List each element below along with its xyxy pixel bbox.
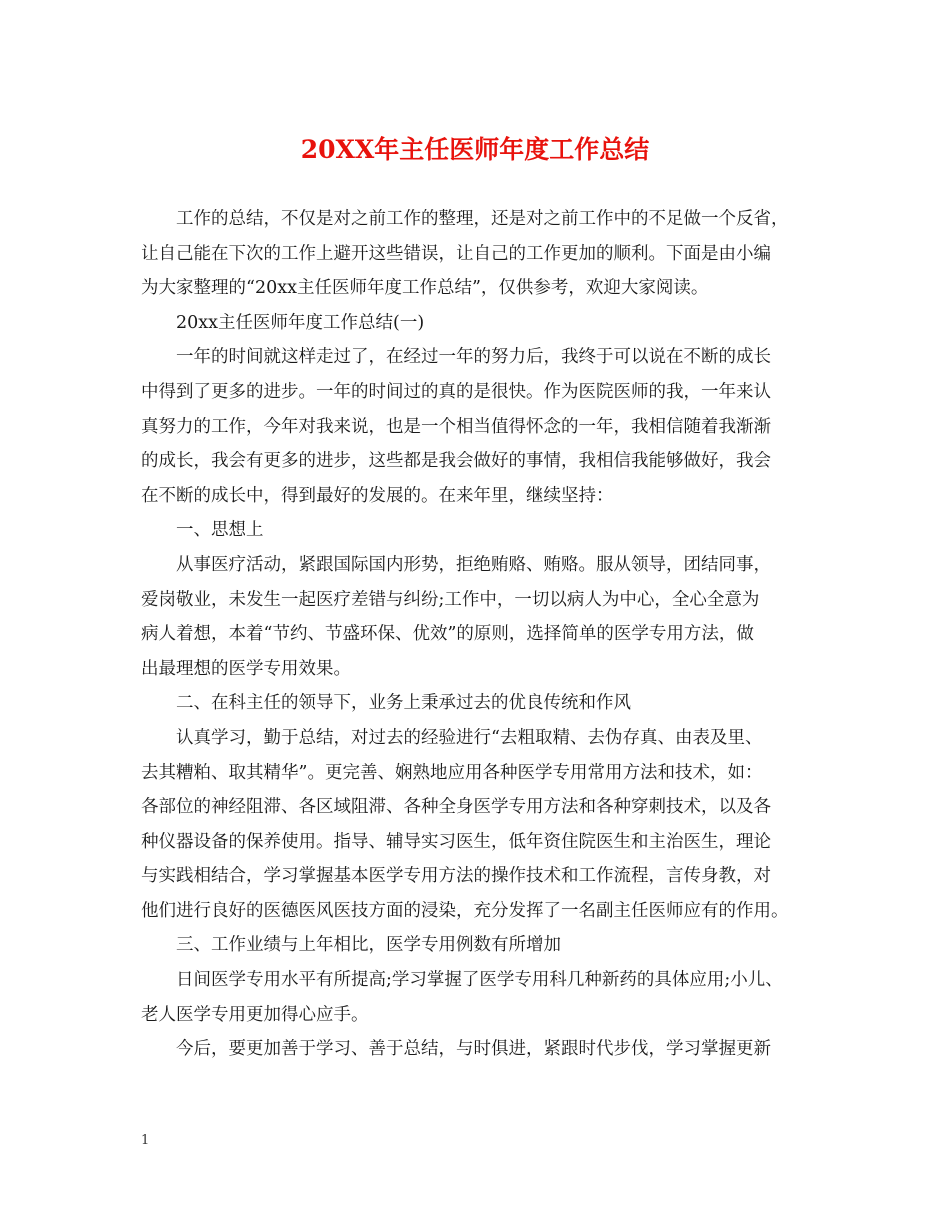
text-line: 中得到了更多的进步。一年的时间过的真的是很快。作为医院医师的我，一年来认: [141, 381, 771, 402]
text-line: 各部位的神经阻滞、各区域阻滞、各种全身医学专用方法和各种穿刺技术，以及各: [141, 797, 771, 818]
text-line: 二、在科主任的领导下，业务上秉承过去的优良传统和作风: [176, 693, 631, 714]
text-line: 病人着想，本着“节约、节盛环保、优效”的原则，选择简单的医学专用方法，做: [141, 624, 754, 645]
text-line: 认真学习，勤于总结，对过去的经验进行“去粗取精、去伪存真、由表及里、: [176, 727, 763, 748]
text-line: 老人医学专用更加得心应手。: [141, 1004, 369, 1025]
text-line: 去其糟粕、取其精华”。更完善、娴熟地应用各种医学专用常用方法和技术，如：: [141, 762, 763, 783]
text-line: 与实践相结合，学习掌握基本医学专用方法的操作技术和工作流程，言传身教，对: [141, 866, 771, 887]
page-number: 1: [141, 1133, 150, 1148]
text-line: 的成长，我会有更多的进步，这些都是我会做好的事情，我相信我能够做好，我会: [141, 451, 771, 472]
text-line: 工作的总结，不仅是对之前工作的整理，还是对之前工作中的不足做一个反省，: [176, 209, 789, 229]
text-line: 真努力的工作，今年对我来说，也是一个相当值得怀念的一年，我相信随着我渐渐: [141, 416, 771, 437]
document-body: [141, 202, 811, 1067]
text-line: 让自己能在下次的工作上避开这些错误，让自己的工作更加的顺利。下面是由小编: [141, 243, 771, 264]
text-line: 一年的时间就这样走过了，在经过一年的努力后，我终于可以说在不断的成长: [176, 347, 771, 368]
text-line: 种仪器设备的保养使用。指导、辅导实习医生，低年资住院医生和主治医生，理论: [141, 831, 771, 852]
text-line: 他们进行良好的医德医风医技方面的浸染，充分发挥了一名副主任医师应有的作用。: [141, 900, 789, 921]
text-line: 爱岗敬业，未发生一起医疗差错与纠纷;工作中，一切以病人为中心，全心全意为: [141, 589, 760, 610]
text-line: 日间医学专用水平有所提高;学习掌握了医学专用科几种新药的具体应用;小儿、: [176, 970, 783, 991]
text-line: 今后，要更加善于学习、善于总结，与时俱进，紧跟时代步伐，学习掌握更新: [176, 1039, 771, 1060]
text-line: 在不断的成长中，得到最好的发展的。在来年里，继续坚持：: [141, 485, 614, 506]
text-line: 从事医疗活动，紧跟国际国内形势，拒绝贿赂、贿赂。服从领导，团结同事，: [176, 554, 771, 575]
text-line: 出最理想的医学专用效果。: [141, 658, 351, 679]
document-title: 20XX年主任医师年度工作总结: [300, 135, 650, 164]
text-line: 20xx主任医师年度工作总结(一): [176, 312, 425, 333]
text-line: 三、工作业绩与上年相比，医学专用例数有所增加: [176, 935, 561, 956]
text-line: 一、思想上: [176, 520, 264, 541]
text-line: 为大家整理的“20xx主任医师年度工作总结”，仅供参考，欢迎大家阅读。: [141, 278, 709, 299]
